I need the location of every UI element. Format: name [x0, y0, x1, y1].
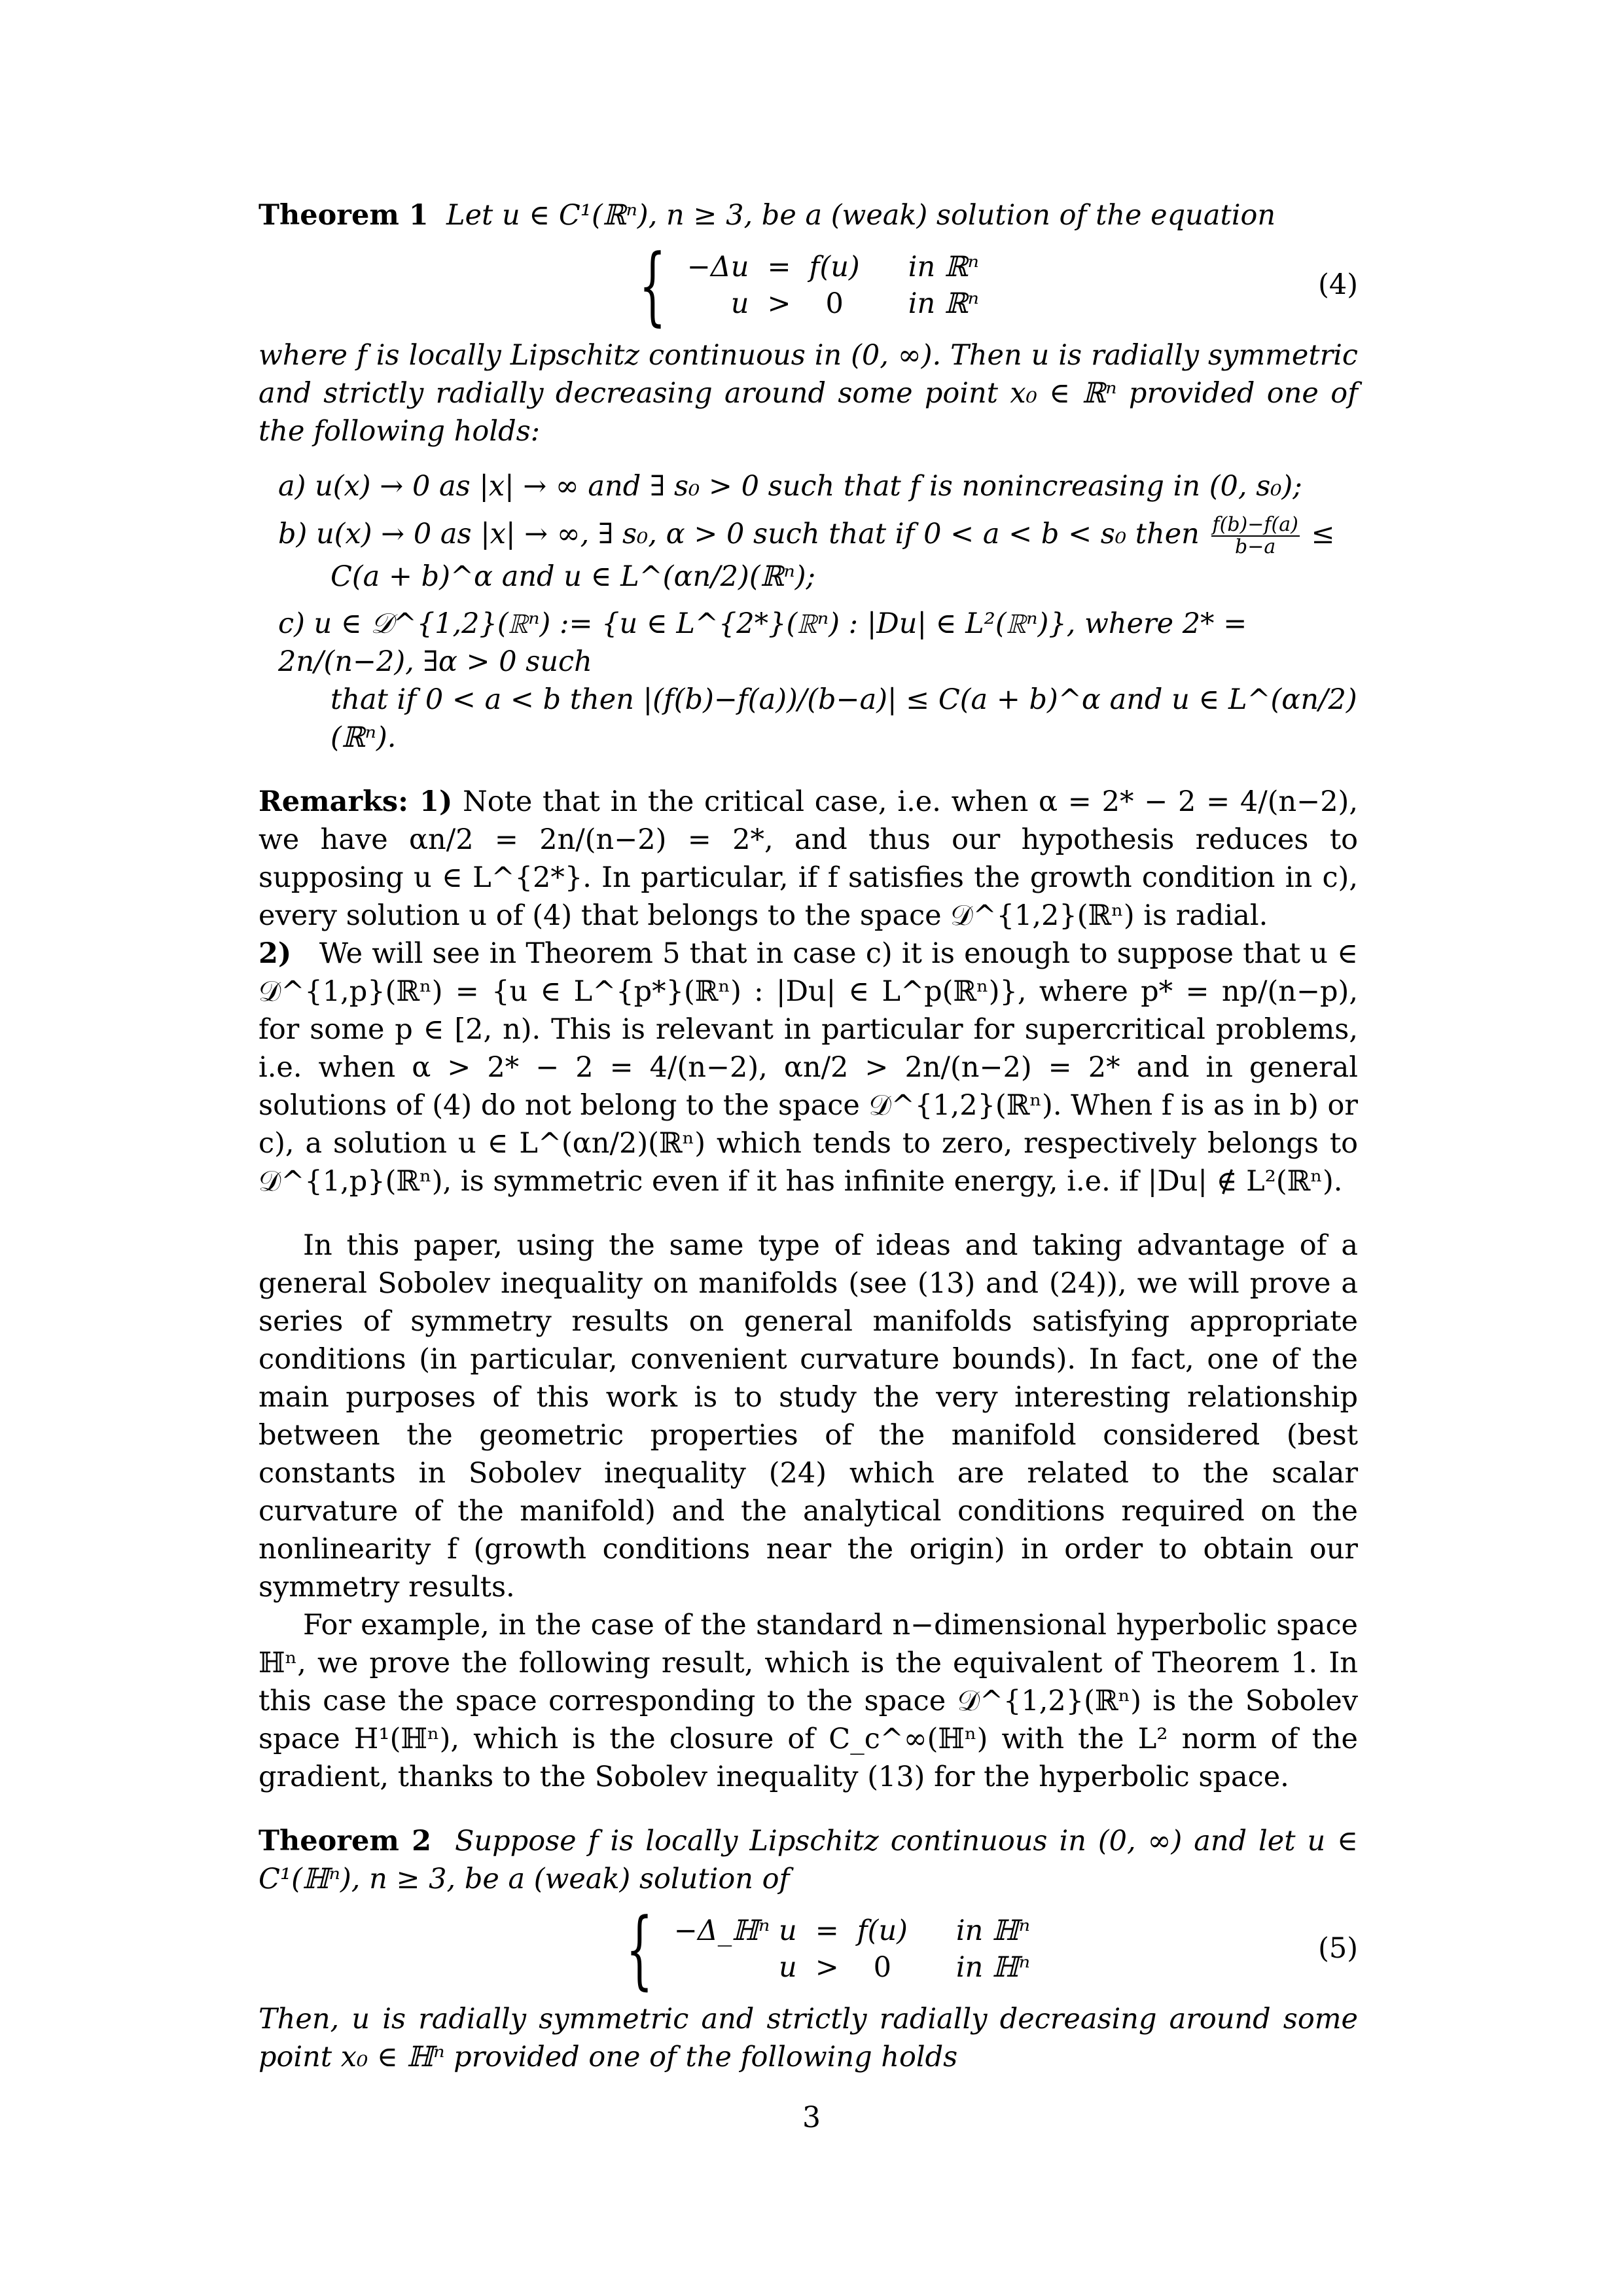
- eq-rel: =: [767, 251, 791, 283]
- equation-number: (5): [1318, 1932, 1358, 1965]
- theorem-2-head: Theorem 2: [259, 1825, 432, 1857]
- page-body: [259, 196, 1358, 2076]
- condition-b-le: ≤: [1311, 518, 1335, 550]
- equation-5-system: [665, 1912, 1039, 1986]
- remark-2: [259, 935, 1358, 1200]
- left-brace: {: [626, 1899, 653, 1999]
- condition-c: [259, 605, 1358, 757]
- eq-rhs: 0: [825, 287, 844, 320]
- fraction-denominator: b−a: [1235, 535, 1276, 558]
- theorem-2-conditions: Then, u is radially symmetric and strictly radially decreasing around some point x₀ ∈ ℍⁿ provided one of the following holds: [259, 2003, 1358, 2073]
- eq-lhs: −Δu: [687, 251, 749, 283]
- eq-rel: >: [767, 287, 791, 320]
- eq-lhs: −Δ_ℍⁿ u: [673, 1914, 797, 1947]
- remark-1-text: Note that in the critical case, i.e. when α = 2* − 2 = 4/(n−2), we have αn/2 = 2n/(n−2) = 2*, and thus our hypothesis reduces to supposing u ∈ L^{2*}. In particular, if f satisfies the growth condition in c), every solution u of (4) that belongs to the space 𝒟^{1,2}(ℝⁿ) is radial.: [259, 785, 1358, 932]
- eq-rhs: f(u): [857, 1914, 908, 1947]
- condition-a-text: a) u(x) → 0 as |x| → ∞ and ∃ s₀ > 0 such that f is nonincreasing in (0, s₀);: [278, 470, 1302, 503]
- eq-domain: in ℝⁿ: [908, 251, 979, 283]
- equation-4-row: [678, 249, 988, 285]
- theorem-1: [259, 196, 1358, 234]
- eq-rhs: 0: [873, 1951, 892, 1984]
- paragraph: For example, in the case of the standard n−dimensional hyperbolic space ℍⁿ, we prove the following result, which is the equivalent of Theorem 1. In this case the space corresponding to the space 𝒟^{1,2}(ℝⁿ) is the Sobolev space H¹(ℍⁿ), which is the closure of C_c^∞(ℍⁿ) with the L² norm of the gradient, thanks to the Sobolev inequality (13) for the hyperbolic space.: [259, 1609, 1358, 1793]
- condition-b-fraction: [1211, 514, 1300, 558]
- equation-4-row: [678, 285, 988, 322]
- theorem-2: [259, 1822, 1358, 1898]
- eq-domain: in ℝⁿ: [908, 287, 979, 320]
- theorem-1-statement: Let u ∈ C¹(ℝⁿ), n ≥ 3, be a (weak) solution of the equation: [446, 199, 1276, 232]
- page-number: 3: [802, 2101, 821, 2134]
- remarks-head: Remarks: 1): [259, 785, 453, 818]
- eq-lhs: u: [779, 1951, 797, 1984]
- condition-c-text: c) u ∈ 𝒟^{1,2}(ℝⁿ) := {u ∈ L^{2*}(ℝⁿ) : |Du| ∈ L²(ℝⁿ)}, where 2* = 2n/(n−2), ∃α > 0 such: [278, 607, 1247, 678]
- remark-2-head: 2): [259, 937, 292, 970]
- equation-5-row: [665, 1912, 1039, 1949]
- paragraph: In this paper, using the same type of ideas and taking advantage of a general Sobolev inequality on manifolds (see (13) and (24)), we will prove a series of symmetry results on general manifolds satisfying appropriate conditions (in particular, convenient curvature bounds). In fact, one of the main purposes of this work is to study the very interesting relationship between the geometric properties of the manifold considered (best constants in Sobolev inequality (24) which are related to the scalar curvature of the manifold) and the analytical conditions required on the nonlinearity f (growth conditions near the origin) in order to obtain our symmetry results.: [259, 1229, 1358, 1604]
- condition-b: [259, 514, 1358, 596]
- condition-a: [259, 467, 1358, 505]
- left-brace: {: [639, 236, 666, 335]
- remark-1: [259, 783, 1358, 935]
- condition-b-cont: C(a + b)^α and u ∈ L^(αn/2)(ℝⁿ);: [330, 560, 816, 593]
- theorem-1-head: Theorem 1: [259, 199, 429, 232]
- equation-5-row: [665, 1949, 1039, 1986]
- condition-b-text: b) u(x) → 0 as |x| → ∞, ∃ s₀, α > 0 such that if 0 < a < b < s₀ then: [278, 518, 1200, 550]
- equation-4: [259, 236, 1358, 335]
- eq-rel: >: [815, 1951, 839, 1984]
- eq-rhs: f(u): [809, 251, 860, 283]
- remark-2-text: We will see in Theorem 5 that in case c) it is enough to suppose that u ∈ 𝒟^{1,p}(ℝⁿ) = {u ∈ L^{p*}(ℝⁿ) : |Du| ∈ L^p(ℝⁿ)}, where p* = np/(n−p), for some p ∈ [2, n). This is relevant in particular for supercritical problems, i.e. when α > 2* − 2 = 4/(n−2), αn/2 > 2n/(n−2) = 2* and in general solutions of (4) do not belong to the space 𝒟^{1,2}(ℝⁿ). When f is as in b) or c), a solution u ∈ L^(αn/2)(ℝⁿ) which tends to zero, respectively belongs to 𝒟^{1,p}(ℝⁿ), is symmetric even if it has infinite energy, i.e. if |Du| ∉ L²(ℝⁿ).: [259, 937, 1358, 1198]
- eq-domain: in ℍⁿ: [955, 1951, 1031, 1984]
- theorem-1-conditions: where f is locally Lipschitz continuous in (0, ∞). Then u is radially symmetric and strictly radially decreasing around some point x₀ ∈ ℝⁿ provided one of the following holds:: [259, 339, 1358, 448]
- equation-5: [259, 1899, 1358, 1999]
- eq-domain: in ℍⁿ: [955, 1914, 1031, 1947]
- eq-rel: =: [815, 1914, 839, 1947]
- equation-number: (4): [1318, 268, 1358, 301]
- fraction-numerator: f(b)−f(a): [1212, 513, 1298, 536]
- eq-lhs: u: [730, 287, 749, 320]
- condition-c-cont: that if 0 < a < b then |(f(b)−f(a))/(b−a)| ≤ C(a + b)^α and u ∈ L^(αn/2)(ℝⁿ).: [330, 683, 1357, 754]
- theorem-2-statement: Suppose f is locally Lipschitz continuous in (0, ∞) and let u ∈ C¹(ℍⁿ), n ≥ 3, be a (weak) solution of: [259, 1825, 1359, 1895]
- equation-4-system: [678, 249, 988, 322]
